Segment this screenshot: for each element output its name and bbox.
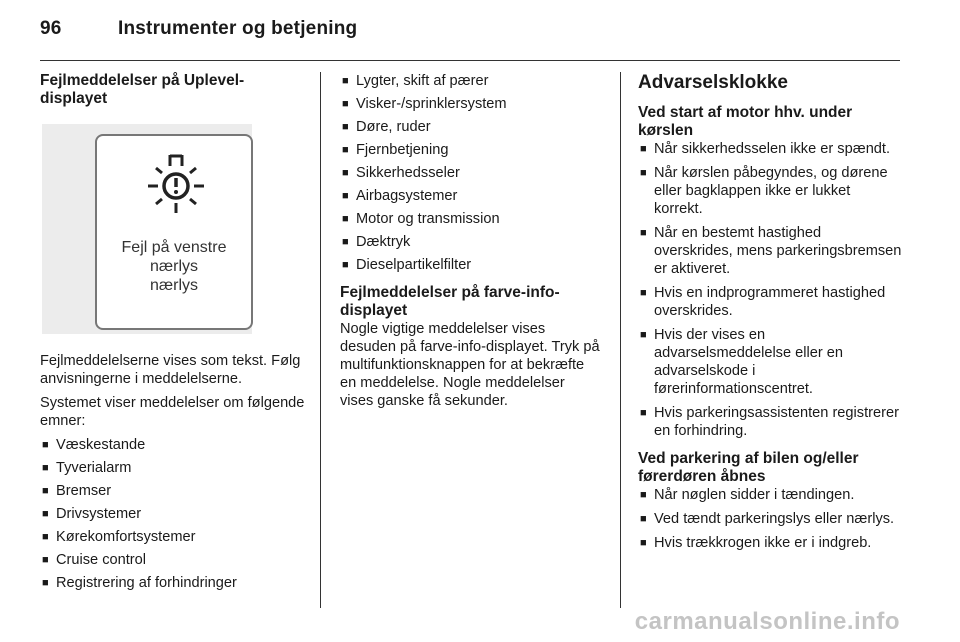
column-3 (638, 72, 902, 558)
page-number: 96 (40, 18, 62, 39)
display-line-3: nærlys (149, 277, 198, 294)
list-item: ■ Når nøglen sidder i tændingen. (638, 486, 902, 504)
parking-heading: Ved parkering af bilen og/eller førerdøren åbnes (638, 450, 859, 485)
paragraph: Nogle vigtige meddelelser vises desuden på farve-info-displayet. Tryk på multifunktionsknappen for at bekræfte en meddelelse. Nogle meddelelser vises ganske få sekunder. (340, 321, 600, 409)
bullet-list (340, 72, 602, 274)
list-item: ■ Registrering af forhindringer (40, 574, 305, 592)
list-item: ■ Hvis parkeringsassistenten registrerer en forhindring. (638, 404, 902, 440)
list-item: ■ Hvis der vises en advarselsmeddelelse eller en advarselskode i førerinformationscentret. (638, 326, 902, 398)
list-item: ■ Kørekomfortsystemer (40, 528, 305, 546)
list-item: ■ Bremser (40, 482, 305, 500)
section-title: Advarselsklokke (638, 72, 788, 93)
paragraph: Fejlmeddelelserne vises som tekst. Følg anvisningerne i meddelelserne. (40, 353, 301, 387)
list-item: ■ Cruise control (40, 551, 305, 569)
list-item: ■ Fjernbetjening (340, 141, 602, 159)
list-item: ■ Hvis en indprogrammeret hastighed overskrides. (638, 284, 902, 320)
list-item: ■ Når en bestemt hastighed overskrides, mens parkeringsbremsen er aktiveret. (638, 224, 902, 278)
list-item: ■ Væskestande (40, 436, 305, 454)
display-line-1: Fejl på venstre (121, 239, 227, 256)
page-title: Instrumenter og betjening (118, 18, 358, 39)
list-item: ■ Lygter, skift af pærer (340, 72, 602, 90)
column-2 (340, 72, 602, 416)
list-item: ■ Motor og transmission (340, 210, 602, 228)
bullet-list (40, 436, 305, 592)
list-item: ■ Dieselpartikelfilter (340, 256, 602, 274)
farve-info-heading: Fejlmeddelelser på farve-info-displayet (340, 284, 560, 319)
column-divider-2 (620, 72, 621, 608)
uplevel-heading: Fejlmeddelelser på Uplevel-displayet (40, 72, 245, 107)
lamp-fault-icon (147, 154, 205, 214)
display-screen (95, 134, 253, 330)
list-item: ■ Hvis trækkrogen ikke er i indgreb. (638, 534, 902, 552)
list-item: ■ Visker-/sprinklersystem (340, 95, 602, 113)
list-item: ■ Når sikkerhedsselen ikke er spændt. (638, 140, 902, 158)
start-heading: Ved start af motor hhv. under kørslen (638, 104, 853, 139)
watermark: carmanualsonline.info (634, 608, 900, 635)
list-item: ■ Airbagsystemer (340, 187, 602, 205)
bullet-list (638, 140, 902, 440)
column-1 (40, 72, 305, 597)
list-item: ■ Tyverialarm (40, 459, 305, 477)
list-item: ■ Døre, ruder (340, 118, 602, 136)
column-divider-1 (320, 72, 321, 608)
display-message (97, 238, 251, 295)
page-header (40, 18, 357, 40)
list-item: ■ Drivsystemer (40, 505, 305, 523)
display-figure (42, 124, 252, 334)
bullet-list (638, 486, 902, 552)
list-item: ■ Ved tændt parkeringslys eller nærlys. (638, 510, 902, 528)
list-item: ■ Sikkerhedsseler (340, 164, 602, 182)
list-item: ■ Når kørslen påbegyndes, og dørene eller bagklappen ikke er lukket korrekt. (638, 164, 902, 218)
display-line-2: nærlys (149, 258, 198, 275)
list-item: ■ Dæktryk (340, 233, 602, 251)
paragraph: Systemet viser meddelelser om følgende emner: (40, 395, 305, 429)
header-rule (40, 60, 900, 61)
